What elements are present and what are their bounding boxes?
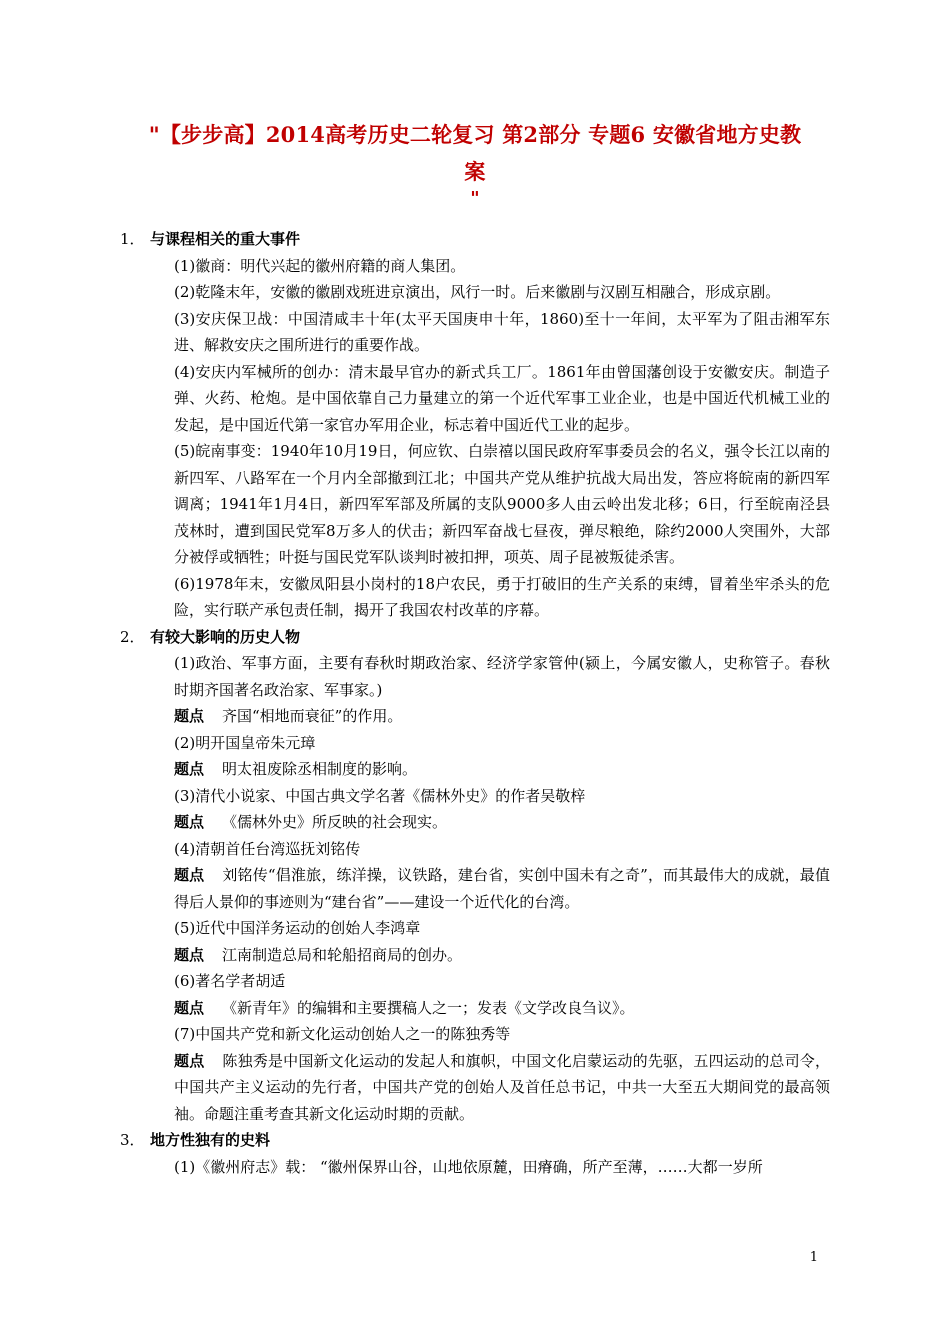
topic-label: 题点 xyxy=(174,813,205,831)
paragraph: (1)《徽州府志》载： “徽州保界山谷，山地依原麓，田瘠确，所产至薄，……大都一岁所 xyxy=(174,1157,763,1176)
section-number: 3． xyxy=(120,1131,145,1149)
topic-text: 《儒林外史》所反映的社会现实。 xyxy=(222,813,448,831)
paragraph: (5)皖南事变：1940年10月19日，何应钦、白崇禧以国民政府军事委员会的名义，强令长江以南的新四军、八路军在一个月内全部撤到江北；中国共产党从维护抗战大局出发，答应将皖南的新四军调离；1941年1月4日，新四军军部及所属的支队9000多人由云岭出发北移；6日，行至皖南泾县茂林时，遭到国民党军8万多人的伏击；新四军奋战七昼夜，弹尽粮绝，除约2000人突围外，大部分被俘或牺牲；叶挺与国民党军队谈判时被扣押，项英、周子昆被叛徒杀害。 xyxy=(174,442,830,566)
paragraph: (2)乾隆末年，安徽的徽剧戏班进京演出，风行一时。后来徽剧与汉剧互相融合，形成京剧。 xyxy=(174,283,781,301)
topic-label: 题点 xyxy=(174,945,205,964)
title-line-2: 案 xyxy=(464,159,486,184)
section-title: 地方性独有的史料 xyxy=(150,1131,271,1149)
topic-label: 题点 xyxy=(174,1051,205,1070)
document-title xyxy=(120,116,830,208)
section-title: 与课程相关的重大事件 xyxy=(150,230,301,248)
section-title: 有较大影响的历史人物 xyxy=(150,627,301,646)
topic-text: 明太祖废除丞相制度的影响。 xyxy=(222,760,418,778)
topic-point xyxy=(174,756,830,783)
topic-label: 题点 xyxy=(174,760,205,778)
topic-text: 齐国“相地而衰征”的作用。 xyxy=(222,707,403,725)
section-number: 2． xyxy=(120,627,145,646)
paragraph: (1)徽商：明代兴起的徽州府籍的商人集团。 xyxy=(174,256,466,275)
section-heading xyxy=(120,1127,830,1154)
page-number: 1 xyxy=(809,1250,818,1265)
topic-text: 《新青年》的编辑和主要撰稿人之一；发表《文学改良刍议》。 xyxy=(222,998,635,1017)
person-entry: (6)著名学者胡适 xyxy=(174,972,286,990)
topic-point xyxy=(174,809,830,836)
person-entry: (4)清朝首任台湾巡抚刘铭传 xyxy=(174,839,361,858)
topic-text: 陈独秀是中国新文化运动的发起人和旗帜，中国文化启蒙运动的先驱，五四运动的总司令，中国共产主义运动的先行者，中国共产党的创始人及首任总书记，中共一大至五大期间党的最高领袖。命题注重考查其新文化运动时期的贡献。 xyxy=(174,1051,830,1123)
person-entry: (5)近代中国洋务运动的创始人李鸿章 xyxy=(174,919,421,937)
topic-text: 刘铭传“倡淮旅，练洋操，议铁路，建台省，实创中国未有之奇”，而其最伟大的成就，最值得后人景仰的事迹则为“建台省”——建设一个近代化的台湾。 xyxy=(174,866,830,911)
topic-label: 题点 xyxy=(174,998,205,1017)
person-entry: (3)清代小说家、中国古典文学名著《儒林外史》的作者吴敬梓 xyxy=(174,786,586,805)
topic-label: 题点 xyxy=(174,707,205,725)
section-heading xyxy=(120,624,830,651)
title-line-1: "【步步高】2014高考历史二轮复习 第2部分 专题6 安徽省地方史教 xyxy=(148,122,802,147)
topic-point xyxy=(174,942,830,969)
paragraph: (4)安庆内军械所的创办：清末最早官办的新式兵工厂。1861年由曾国藩创设于安徽安庆。制造子弹、火药、枪炮。是中国依靠自己力量建立的第一个近代军事工业企业，也是中国近代机械工业的发起，是中国近代第一家官办军用企业，标志着中国近代工业的起步。 xyxy=(174,362,830,434)
person-entry: (7)中国共产党和新文化运动创始人之一的陈独秀等 xyxy=(174,1025,511,1043)
paragraph: (6)1978年末，安徽凤阳县小岗村的18户农民，勇于打破旧的生产关系的束缚，冒着坐牢杀头的危险，实行联产承包责任制，揭开了我国农村改革的序幕。 xyxy=(174,574,830,619)
topic-point xyxy=(174,1048,830,1128)
title-line-3: " xyxy=(470,188,480,209)
section-heading xyxy=(120,226,830,253)
topic-text: 江南制造总局和轮船招商局的创办。 xyxy=(222,945,463,964)
document-body xyxy=(120,226,830,1180)
topic-label: 题点 xyxy=(174,866,205,884)
topic-point xyxy=(174,995,830,1022)
topic-point xyxy=(174,862,830,915)
paragraph: (3)安庆保卫战：中国清咸丰十年(太平天国庚申十年，1860)至十一年间，太平军为了阻击湘军东进、解救安庆之围所进行的重要作战。 xyxy=(174,309,830,354)
person-entry: (1)政治、军事方面，主要有春秋时期政治家、经济学家管仲(颍上，今属安徽人，史称管子。春秋时期齐国著名政治家、军事家。) xyxy=(174,654,830,699)
topic-point xyxy=(174,703,830,730)
person-entry: (2)明开国皇帝朱元璋 xyxy=(174,733,316,752)
section-number: 1． xyxy=(120,230,145,248)
